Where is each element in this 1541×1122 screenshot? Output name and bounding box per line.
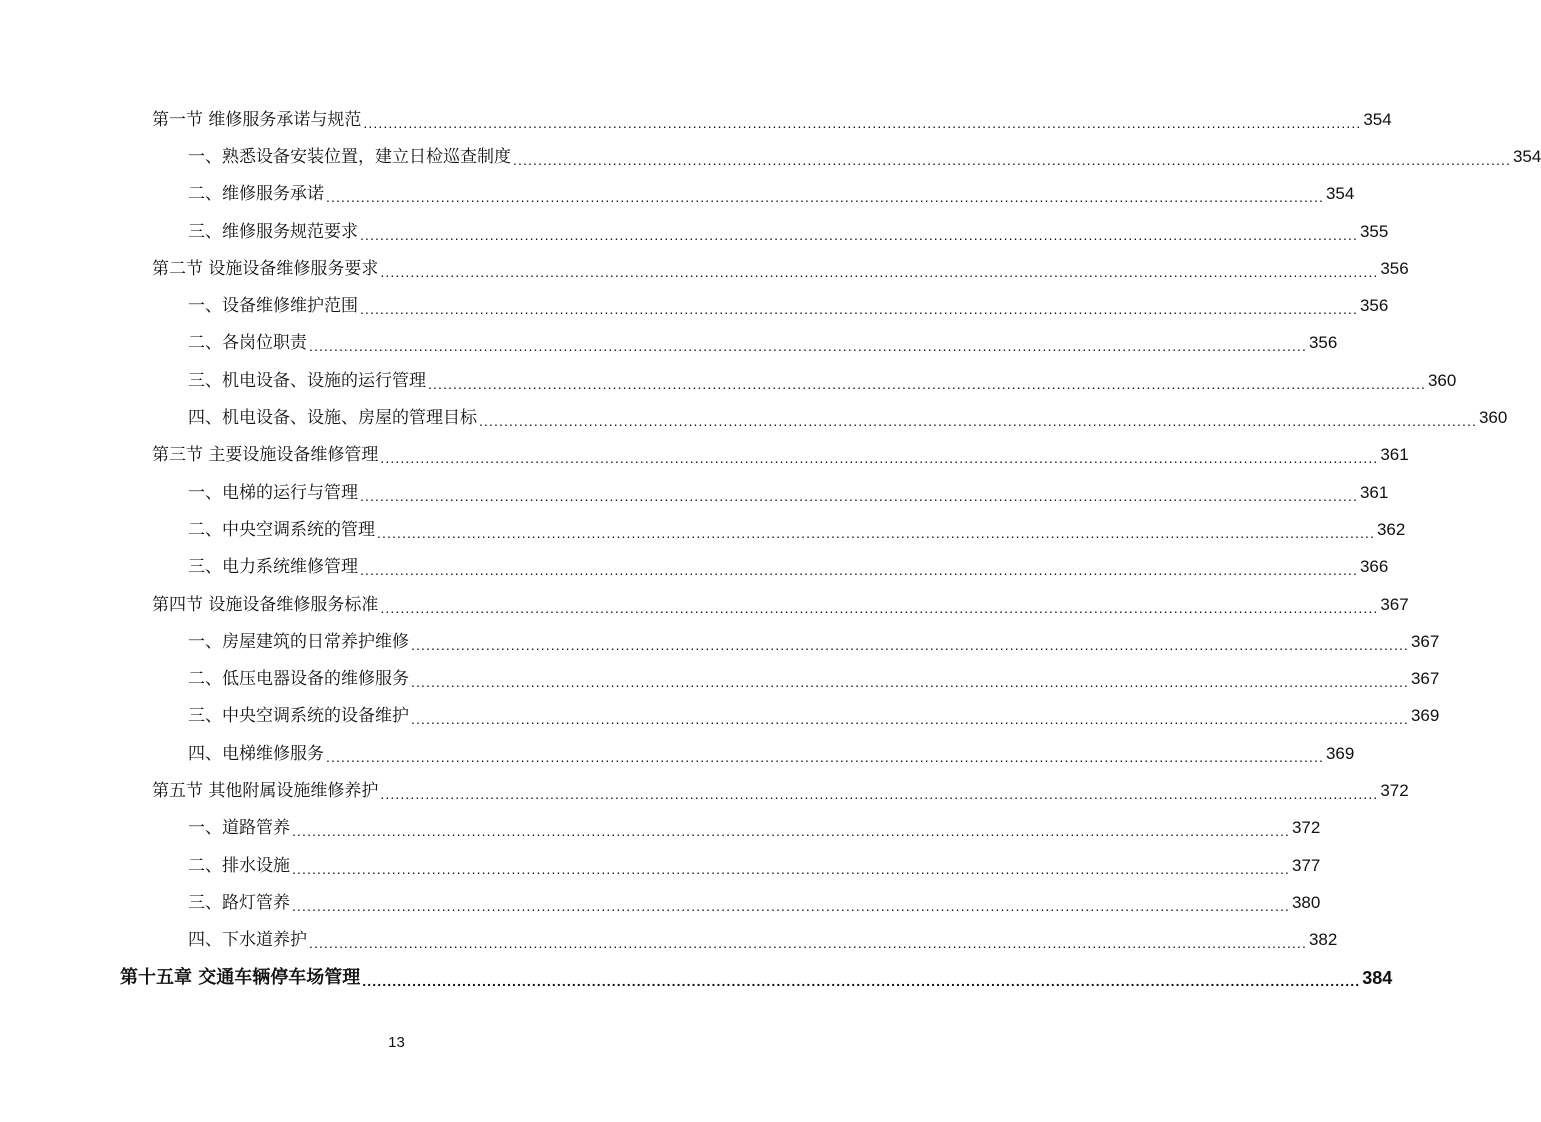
toc-entry-page: 367	[1410, 669, 1440, 689]
toc-entry-page: 361	[1359, 482, 1389, 502]
toc-entry[interactable]	[188, 884, 1321, 921]
toc-entry-title: 三、机电设备、设施的运行管理	[188, 370, 426, 391]
toc-entry-title: 一、房屋建筑的日常养护维修	[188, 631, 409, 652]
toc-entry-page: 355	[1359, 221, 1389, 241]
dot-leader: ........................................................................................................................................................................................................	[411, 711, 1409, 728]
toc-entry-title: 二、排水设施	[188, 855, 290, 876]
dot-leader: ........................................................................................................................................................................................................	[380, 263, 1379, 280]
dot-leader: ........................................................................................................................................................................................................	[360, 301, 1358, 318]
dot-leader: ........................................................................................................................................................................................................	[513, 151, 1511, 168]
toc-entry-page: 354	[1512, 146, 1541, 166]
dot-leader: ........................................................................................................................................................................................................	[380, 599, 1379, 616]
toc-entry-page: 372	[1380, 780, 1409, 800]
dot-leader: ........................................................................................................................................................................................................	[292, 823, 1290, 840]
toc-entry-title: 一、设备维修维护范围	[188, 296, 358, 317]
dot-leader: ........................................................................................................................................................................................................	[360, 226, 1358, 243]
toc-entry-page: 384	[1362, 967, 1393, 988]
toc-entry-page: 382	[1308, 930, 1338, 950]
toc-entry-title: 第二节 设施设备维修服务要求	[152, 258, 379, 279]
dot-leader: ........................................................................................................................................................................................................	[377, 524, 1375, 541]
table-of-contents	[0, 101, 1541, 997]
page-number: 13	[388, 1034, 405, 1051]
toc-entry-page: 369	[1410, 706, 1440, 726]
toc-entry-page: 377	[1291, 855, 1321, 875]
toc-entry[interactable]	[188, 847, 1321, 884]
dot-leader: ........................................................................................................................................................................................................	[411, 674, 1409, 691]
toc-entry-title: 四、机电设备、设施、房屋的管理目标	[188, 408, 477, 429]
toc-entry[interactable]	[188, 325, 1338, 362]
dot-leader: ........................................................................................................................................................................................................	[326, 189, 1324, 206]
toc-entry-page: 360	[1427, 370, 1457, 390]
toc-entry-title: 三、电力系统维修管理	[188, 557, 358, 578]
dot-leader: ........................................................................................................................................................................................................	[360, 487, 1358, 504]
toc-entry-page: 372	[1291, 818, 1321, 838]
toc-entry-title: 二、各岗位职责	[188, 333, 307, 354]
toc-entry[interactable]	[188, 660, 1440, 697]
dot-leader: ........................................................................................................................................................................................................	[309, 338, 1307, 355]
dot-leader: ........................................................................................................................................................................................................	[362, 972, 1361, 989]
toc-entry-page: 356	[1380, 258, 1409, 278]
toc-entry-title: 第十五章 交通车辆停车场管理	[120, 966, 361, 988]
toc-entry[interactable]	[188, 287, 1389, 324]
toc-entry-chapter[interactable]	[120, 959, 1393, 997]
toc-entry-page: 369	[1325, 743, 1355, 763]
toc-entry-page: 362	[1376, 519, 1406, 539]
toc-entry-title: 三、路灯管养	[188, 892, 290, 913]
toc-entry-title: 第三节 主要设施设备维修管理	[152, 445, 379, 466]
dot-leader: ........................................................................................................................................................................................................	[360, 562, 1358, 579]
toc-entry[interactable]	[188, 213, 1389, 250]
toc-entry[interactable]	[152, 586, 1409, 623]
toc-entry-title: 一、道路管养	[188, 818, 290, 839]
toc-entry-page: 356	[1359, 296, 1389, 316]
toc-entry-title: 四、下水道养护	[188, 930, 307, 951]
toc-entry-page: 367	[1410, 631, 1440, 651]
toc-entry[interactable]	[152, 772, 1409, 809]
toc-entry[interactable]	[152, 250, 1409, 287]
dot-leader: ........................................................................................................................................................................................................	[309, 935, 1307, 952]
toc-entry-title: 第五节 其他附属设施维修养护	[152, 780, 379, 801]
toc-entry-page: 366	[1359, 557, 1389, 577]
toc-entry-title: 四、电梯维修服务	[188, 743, 324, 764]
toc-entry-title: 三、维修服务规范要求	[188, 221, 358, 242]
toc-entry-page: 367	[1380, 594, 1409, 614]
toc-entry-page: 356	[1308, 333, 1338, 353]
dot-leader: ........................................................................................................................................................................................................	[326, 748, 1324, 765]
toc-entry-page: 354	[1325, 184, 1355, 204]
dot-leader: ........................................................................................................................................................................................................	[363, 114, 1362, 131]
toc-entry[interactable]	[188, 176, 1355, 213]
dot-leader: ........................................................................................................................................................................................................	[428, 375, 1426, 392]
toc-entry[interactable]	[188, 138, 1541, 175]
toc-entry-title: 第四节 设施设备维修服务标准	[152, 594, 379, 615]
toc-entry-page: 380	[1291, 892, 1321, 912]
toc-entry[interactable]	[152, 101, 1392, 138]
toc-entry[interactable]	[188, 810, 1321, 847]
toc-entry-page: 354	[1363, 109, 1392, 129]
toc-entry[interactable]	[188, 623, 1440, 660]
toc-entry[interactable]	[152, 437, 1409, 474]
toc-entry[interactable]	[188, 698, 1440, 735]
dot-leader: ........................................................................................................................................................................................................	[479, 413, 1477, 430]
dot-leader: ........................................................................................................................................................................................................	[292, 860, 1290, 877]
toc-entry-page: 360	[1478, 408, 1508, 428]
toc-entry[interactable]	[188, 922, 1338, 959]
toc-entry-title: 一、熟悉设备安装位置，建立日检巡查制度	[188, 146, 511, 167]
toc-entry-title: 二、维修服务承诺	[188, 184, 324, 205]
toc-entry[interactable]	[188, 362, 1457, 399]
toc-entry[interactable]	[188, 399, 1508, 436]
toc-entry[interactable]	[188, 735, 1355, 772]
toc-entry-page: 361	[1380, 445, 1409, 465]
dot-leader: ........................................................................................................................................................................................................	[380, 450, 1379, 467]
toc-entry-title: 第一节 维修服务承诺与规范	[152, 109, 362, 130]
toc-entry[interactable]	[188, 549, 1389, 586]
toc-entry-title: 一、电梯的运行与管理	[188, 482, 358, 503]
dot-leader: ........................................................................................................................................................................................................	[380, 785, 1379, 802]
toc-entry[interactable]	[188, 511, 1406, 548]
dot-leader: ........................................................................................................................................................................................................	[411, 636, 1409, 653]
toc-entry-title: 二、中央空调系统的管理	[188, 519, 375, 540]
toc-entry-title: 二、低压电器设备的维修服务	[188, 669, 409, 690]
dot-leader: ........................................................................................................................................................................................................	[292, 897, 1290, 914]
toc-entry[interactable]	[188, 474, 1389, 511]
toc-entry-title: 三、中央空调系统的设备维护	[188, 706, 409, 727]
